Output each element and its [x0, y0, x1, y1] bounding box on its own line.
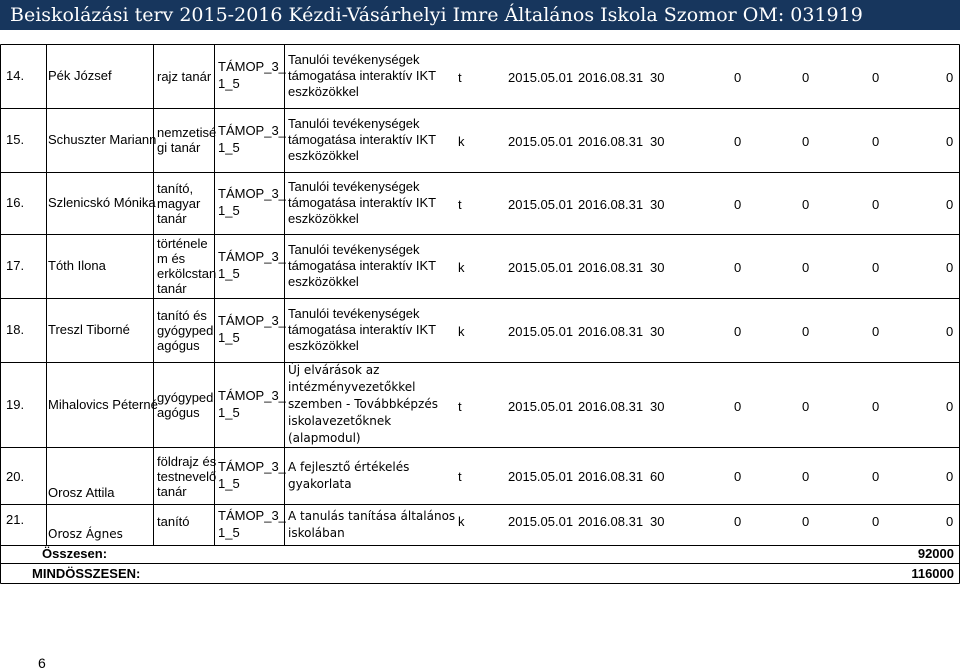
training-title: Tanulói tevékenységek — [288, 242, 420, 257]
row-number: 20. — [6, 469, 25, 484]
program-code: TÁMOP_3_ — [218, 388, 286, 403]
start-date: 2015.05.01 — [508, 324, 574, 339]
amount-value: 0 — [872, 260, 880, 275]
training-title: támogatása interaktív IKT — [288, 68, 437, 83]
amount-value: 0 — [872, 514, 880, 529]
subject-line: tanár — [157, 281, 187, 296]
row-number: 16. — [6, 195, 25, 210]
training-title: szemben - Továbbképzés — [288, 397, 438, 411]
program-code: 1_5 — [218, 476, 240, 491]
row-number: 17. — [6, 258, 25, 273]
subject-line: gyógyped — [157, 390, 214, 405]
teacher-name: Treszl Tiborné — [48, 322, 130, 337]
training-title: Tanulói tevékenységek — [288, 179, 420, 194]
amount-value: 0 — [734, 514, 742, 529]
hours-value: 30 — [650, 70, 665, 85]
subject-line: erkölcstan — [157, 266, 217, 281]
amount-value: 0 — [734, 399, 742, 414]
end-date: 2016.08.31 — [578, 70, 644, 85]
amount-value: 0 — [802, 197, 810, 212]
subject-line: gi tanár — [157, 140, 201, 155]
amount-value: 0 — [946, 324, 954, 339]
subject-line: tanár — [157, 484, 187, 499]
program-code: TÁMOP_3_ — [218, 508, 286, 523]
amount-value: 0 — [872, 134, 880, 149]
training-title: támogatása interaktív IKT — [288, 195, 437, 210]
end-date: 2016.08.31 — [578, 399, 644, 414]
amount-value: 0 — [734, 70, 742, 85]
training-title: A fejlesztő értékelés — [288, 460, 410, 474]
program-code: 1_5 — [218, 76, 240, 91]
program-code: 1_5 — [218, 266, 240, 281]
training-title: Új elvárások az — [288, 363, 380, 377]
amount-value: 0 — [946, 70, 954, 85]
training-title: Tanulói tevékenységek — [288, 116, 420, 131]
amount-value: 0 — [946, 197, 954, 212]
teacher-name: Mihalovics Péterné — [48, 397, 158, 412]
hours-value: 30 — [650, 399, 665, 414]
amount-value: 0 — [946, 134, 954, 149]
subject-line: magyar — [157, 196, 201, 211]
total-label: Összesen: — [42, 546, 108, 561]
program-code: 1_5 — [218, 525, 240, 540]
row-number: 15. — [6, 132, 25, 147]
program-code: TÁMOP_3_ — [218, 459, 286, 474]
subject-line: tanár — [157, 211, 187, 226]
start-date: 2015.05.01 — [508, 70, 574, 85]
end-date: 2016.08.31 — [578, 514, 644, 529]
end-date: 2016.08.31 — [578, 134, 644, 149]
training-title: Tanulói tevékenységek — [288, 52, 420, 67]
hours-value: 30 — [650, 324, 665, 339]
start-date: 2015.05.01 — [508, 260, 574, 275]
program-code: 1_5 — [218, 203, 240, 218]
training-type: t — [458, 469, 462, 484]
amount-value: 0 — [946, 469, 954, 484]
training-type: k — [458, 260, 465, 275]
subject-line: m és — [157, 251, 186, 266]
teacher-name: Orosz Ágnes — [48, 527, 123, 541]
training-type: k — [458, 324, 465, 339]
teacher-name: Pék József — [48, 68, 112, 83]
training-type: k — [458, 134, 465, 149]
program-code: TÁMOP_3_ — [218, 59, 286, 74]
amount-value: 0 — [802, 324, 810, 339]
end-date: 2016.08.31 — [578, 260, 644, 275]
training-title: eszközökkel — [288, 148, 359, 163]
hours-value: 60 — [650, 469, 665, 484]
row-number: 21. — [6, 512, 25, 527]
amount-value: 0 — [872, 324, 880, 339]
row-number: 18. — [6, 322, 25, 337]
training-type: t — [458, 70, 462, 85]
training-title: Tanulói tevékenységek — [288, 306, 420, 321]
row-number: 14. — [6, 68, 25, 83]
amount-value: 0 — [802, 70, 810, 85]
amount-value: 0 — [802, 134, 810, 149]
subject-line: tanító és — [157, 308, 207, 323]
subject-line: gyógyped — [157, 323, 214, 338]
subject-line: testnevelő — [157, 469, 217, 484]
page-number: 6 — [38, 655, 46, 671]
training-title: gyakorlata — [288, 477, 352, 491]
teacher-name: Szlenicskó Mónika — [48, 195, 156, 210]
grand-total-value: 116000 — [911, 566, 954, 581]
amount-value: 0 — [946, 399, 954, 414]
training-title: eszközökkel — [288, 211, 359, 226]
hours-value: 30 — [650, 514, 665, 529]
subject-line: tanító — [157, 514, 190, 529]
end-date: 2016.08.31 — [578, 324, 644, 339]
amount-value: 0 — [802, 514, 810, 529]
training-type: t — [458, 399, 462, 414]
amount-value: 0 — [734, 197, 742, 212]
amount-value: 0 — [734, 134, 742, 149]
start-date: 2015.05.01 — [508, 469, 574, 484]
start-date: 2015.05.01 — [508, 134, 574, 149]
program-code: 1_5 — [218, 405, 240, 420]
teacher-name: Tóth Ilona — [48, 258, 106, 273]
training-title: támogatása interaktív IKT — [288, 322, 437, 337]
training-title: intézményvezetőkkel — [288, 380, 416, 394]
hours-value: 30 — [650, 134, 665, 149]
program-code: TÁMOP_3_ — [218, 313, 286, 328]
amount-value: 0 — [802, 260, 810, 275]
program-code: TÁMOP_3_ — [218, 249, 286, 264]
page-title: Beiskolázási terv 2015-2016 Kézdi-Vásárhelyi Imre Általános Iskola Szomor OM: 031919 — [10, 4, 863, 26]
subject-line: agógus — [157, 405, 200, 420]
training-title: eszközökkel — [288, 338, 359, 353]
end-date: 2016.08.31 — [578, 197, 644, 212]
subject-line: földrajz és — [157, 454, 217, 469]
amount-value: 0 — [872, 70, 880, 85]
training-title: támogatása interaktív IKT — [288, 132, 437, 147]
subject-line: tanító, — [157, 181, 194, 196]
subject-line: nemzetisé — [157, 125, 217, 140]
end-date: 2016.08.31 — [578, 469, 644, 484]
training-title: eszközökkel — [288, 84, 359, 99]
training-type: t — [458, 197, 462, 212]
amount-value: 0 — [802, 469, 810, 484]
subject-line: agógus — [157, 338, 200, 353]
start-date: 2015.05.01 — [508, 399, 574, 414]
subject-line: történele — [157, 236, 208, 251]
amount-value: 0 — [946, 260, 954, 275]
page-header — [0, 0, 960, 30]
total-value: 92000 — [917, 546, 954, 561]
amount-value: 0 — [872, 469, 880, 484]
training-title: iskolavezetőknek — [288, 414, 392, 428]
training-title: (alapmodul) — [288, 431, 361, 445]
program-code: 1_5 — [218, 330, 240, 345]
program-code: TÁMOP_3_ — [218, 186, 286, 201]
teacher-name: Schuszter Mariann — [48, 132, 157, 147]
hours-value: 30 — [650, 197, 665, 212]
amount-value: 0 — [872, 197, 880, 212]
program-code: TÁMOP_3_ — [218, 123, 286, 138]
amount-value: 0 — [734, 469, 742, 484]
training-title: eszközökkel — [288, 274, 359, 289]
grand-total-label: MINDÖSSZESEN: — [32, 566, 141, 581]
program-code: 1_5 — [218, 140, 240, 155]
start-date: 2015.05.01 — [508, 514, 574, 529]
amount-value: 0 — [946, 514, 954, 529]
teacher-name: Orosz Attila — [48, 485, 115, 500]
amount-value: 0 — [872, 399, 880, 414]
amount-value: 0 — [734, 260, 742, 275]
start-date: 2015.05.01 — [508, 197, 574, 212]
training-title: A tanulás tanítása általános — [288, 509, 456, 523]
subject-line: rajz tanár — [157, 69, 212, 84]
training-title: iskolában — [288, 526, 345, 540]
training-type: k — [458, 514, 465, 529]
amount-value: 0 — [802, 399, 810, 414]
amount-value: 0 — [734, 324, 742, 339]
training-title: támogatása interaktív IKT — [288, 258, 437, 273]
hours-value: 30 — [650, 260, 665, 275]
row-number: 19. — [6, 397, 25, 412]
